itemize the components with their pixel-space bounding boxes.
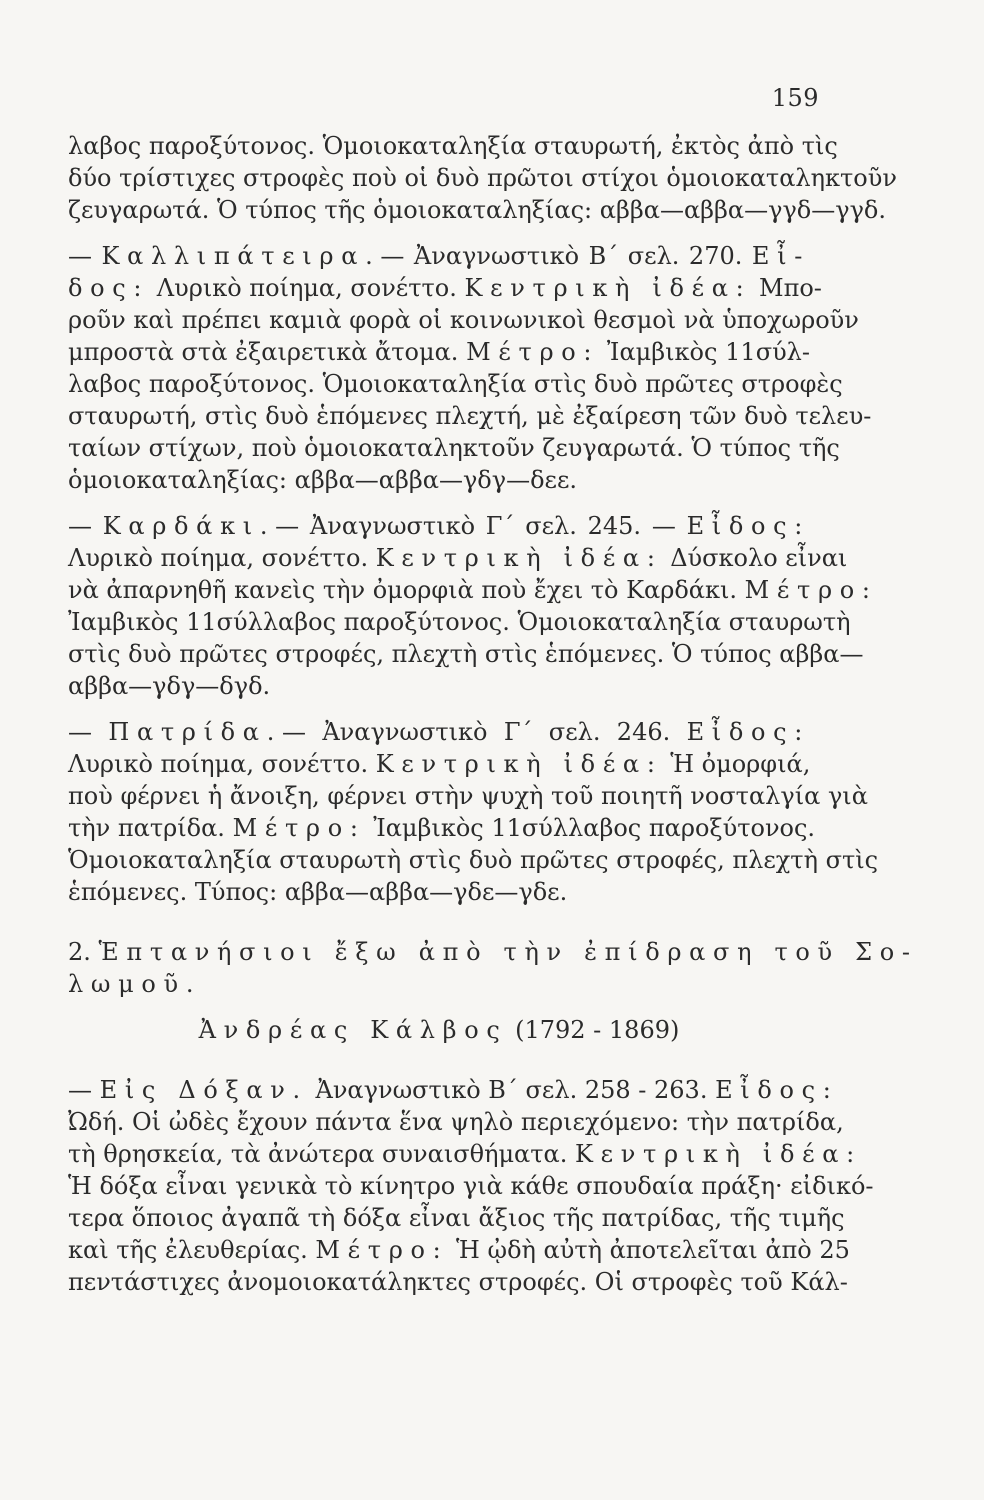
text-segment: Ὠδή. Οἱ ὠδὲς ἔχουν πάντα ἕνα ψηλὸ περιεχόμενο: τὴν πατρίδα, [68,1108,844,1136]
spaced-term: Μέτρο: [315,1236,449,1264]
text-segment: Ἰαμβικὸς 11σύλλαβος παροξύτονος. Ὁμοιοκαταληξία σταυρωτὴ [68,608,851,636]
text-line [68,305,859,336]
text-segment: (1792 - 1869) [507,1016,680,1044]
text-segment: Ἡ ὀμορφιά, [662,750,811,778]
text-segment: τερα ὅποιος ἀγαπᾶ τὴ δόξα εἶναι ἄξιος τῆς πατρίδας, τῆς τιμῆς [68,1204,845,1232]
text-segment: ταίων στίχων, ποὺ ὁμοιοκαταληκτοῦν ζευγαρωτά. Ὁ τύπος τῆς [68,434,840,462]
spaced-term: Κεντρικὴ ἰδέα: [464,274,752,302]
text-segment: Δύσκολο εἶναι [662,544,848,572]
text-segment: νὰ ἀπαρνηθῆ κανεὶς τὴν ὀμορφιὰ ποὺ ἔχει τὸ Καρδάκι. [68,576,745,604]
spaced-term: Εἰς Δόξαν. [99,1076,308,1104]
spaced-term: Μέτρο: [466,338,600,366]
text-line [68,717,810,748]
text-line [68,273,822,304]
text-segment: Ἀναγνωστικὸ Β΄ σελ. 258 - 263. [307,1076,716,1104]
text-segment: — Ἀναγνωστικὸ Γ΄ σελ. 246. [282,718,687,746]
text-segment: — [68,242,102,270]
text-line [68,671,810,702]
text-segment: λαβος παροξύτονος. Ὁμοιοκαταληξία στὶς δυὸ πρῶτες στροφὲς [68,370,843,398]
text-segment: πεντάστιχες ἀνομοιοκατάληκτες στροφές. Οἱ στροφὲς τοῦ Κάλ- [68,1268,848,1296]
spaced-term: Καλλιπάτειρα. [101,242,381,270]
text-line [68,433,840,464]
text-line [68,369,843,400]
text-segment: Ἰαμβικὸς 11σύλ- [599,338,810,366]
spaced-term: Εἶδος: [686,718,810,746]
text-segment: ροῦν καὶ πρέπει καμιὰ φορὰ οἱ κοινωνικοὶ θεσμοὶ νὰ ὑποχωροῦν [68,306,859,334]
text-line [68,1235,850,1266]
text-line [68,1139,862,1170]
text-line [68,749,810,780]
text-line [68,1267,848,1298]
spaced-term: Ἀνδρέας Κάλβος [198,1016,508,1044]
text-segment: Λυρικὸ ποίημα, σονέττο. [149,274,465,302]
text-line [68,163,897,194]
text-segment: — [68,718,109,746]
text-line [68,781,868,812]
spaced-term: Καρδάκι. [102,512,276,540]
spaced-term: Κεντρικὴ ἰδέα: [375,544,663,572]
text-line [68,131,838,162]
spaced-term: Κεντρικὴ ἰδέα: [575,1140,862,1168]
text-segment: Μπο- [751,274,822,302]
text-segment: Ἡ δόξα εἶναι γενικὰ τὸ κίνητρο γιὰ κάθε σπουδαία πράξη· εἰδικό- [68,1172,874,1200]
spaced-term: Κεντρικὴ ἰδέα: [375,750,663,778]
spaced-term: Πατρίδα. [108,718,283,746]
text-segment: — Ἀναγνωστικὸ Γ΄ σελ. 245. — [275,512,687,540]
text-segment: ἑπόμενες. Τύπος: αββα—αββα—γδε—γδε. [68,878,568,906]
text-segment: — [68,512,103,540]
text-segment: 2. [68,938,99,966]
text-segment: τὴ θρησκεία, τὰ ἀνώτερα συναισθήματα. [68,1140,575,1168]
spaced-term: Εἶ- [751,242,810,270]
text-segment: ποὺ φέρνει ἡ ἄνοιξη, φέρνει στὴν ψυχὴ τοῦ ποιητῆ νοσταλγία γιὰ [68,782,868,810]
text-segment: — Ἀναγνωστικὸ Β΄ σελ. 270. [380,242,752,270]
text-segment: στὶς δυὸ πρῶτες στροφές, πλεχτὴ στὶς ἑπόμενες. Ὁ τύπος αββα— [68,640,864,668]
spaced-term: δος: [68,274,150,302]
text-segment: μπροστὰ στὰ ἐξαιρετικὰ ἄτομα. [68,338,467,366]
text-segment: λαβος παροξύτονος. Ὁμοιοκαταληξία σταυρωτή, ἐκτὸς ἀπὸ τὶς [68,132,838,160]
text-segment: τὴν πατρίδα. [68,814,233,842]
text-line [68,1107,844,1138]
text-line [68,1171,874,1202]
spaced-term: λωμοῦ. [68,970,202,998]
text-segment: — [68,1076,100,1104]
text-segment: αββα—γδγ—δγδ. [68,672,271,700]
text-line [68,401,872,432]
text-line [68,639,864,670]
text-segment: Ὁμοιοκαταληξία σταυρωτὴ στὶς δυὸ πρῶτες στροφές, πλεχτὴ στὶς [68,846,879,874]
text-line [68,845,879,876]
text-line [68,1015,810,1046]
text-segment: Ἡ ᾠδὴ αὐτὴ ἀποτελεῖται ἀπὸ 25 [448,1236,850,1264]
page-number: 159 [771,84,819,112]
text-line [68,813,816,844]
text-line [68,465,810,496]
spaced-term: Εἶδος: [715,1076,839,1104]
text-line [68,969,810,1000]
text-line [68,511,810,542]
text-segment: Λυρικὸ ποίημα, σονέττο. [68,544,376,572]
text-line [68,575,878,606]
spaced-term: Μέτρο: [744,576,878,604]
text-segment: ζευγαρωτά. Ὁ τύπος τῆς ὁμοιοκαταληξίας: αββα—αββα—γγδ—γγδ. [68,196,887,224]
text-line [68,1075,839,1106]
text-segment: ὁμοιοκαταληξίας: αββα—αββα—γδγ—δεε. [68,466,578,494]
text-segment: Ἰαμβικὸς 11σύλλαβος παροξύτονος. [365,814,816,842]
text-segment: δύο τρίστιχες στροφὲς ποὺ οἱ δυὸ πρῶτοι στίχοι ὁμοιοκαταληκτοῦν [68,164,897,192]
text-segment: καὶ τῆς ἐλευθερίας. [68,1236,316,1264]
text-line [68,1203,845,1234]
spaced-term: Εἶδος: [686,512,811,540]
text-line [68,607,851,638]
spaced-term: Ἑπτανήσιοι ἔξω ἀπὸ τὴν ἐπίδραση τοῦ Σο- [98,938,918,966]
text-line [68,337,810,368]
text-line [68,241,810,272]
text-line [68,937,918,968]
text-segment: Λυρικὸ ποίημα, σονέττο. [68,750,376,778]
text-line [68,877,810,908]
text-line [68,195,887,226]
text-line [68,543,848,574]
text-segment: σταυρωτή, στὶς δυὸ ἑπόμενες πλεχτή, μὲ ἐξαίρεση τῶν δυὸ τελευ- [68,402,872,430]
spaced-term: Μέτρο: [232,814,366,842]
